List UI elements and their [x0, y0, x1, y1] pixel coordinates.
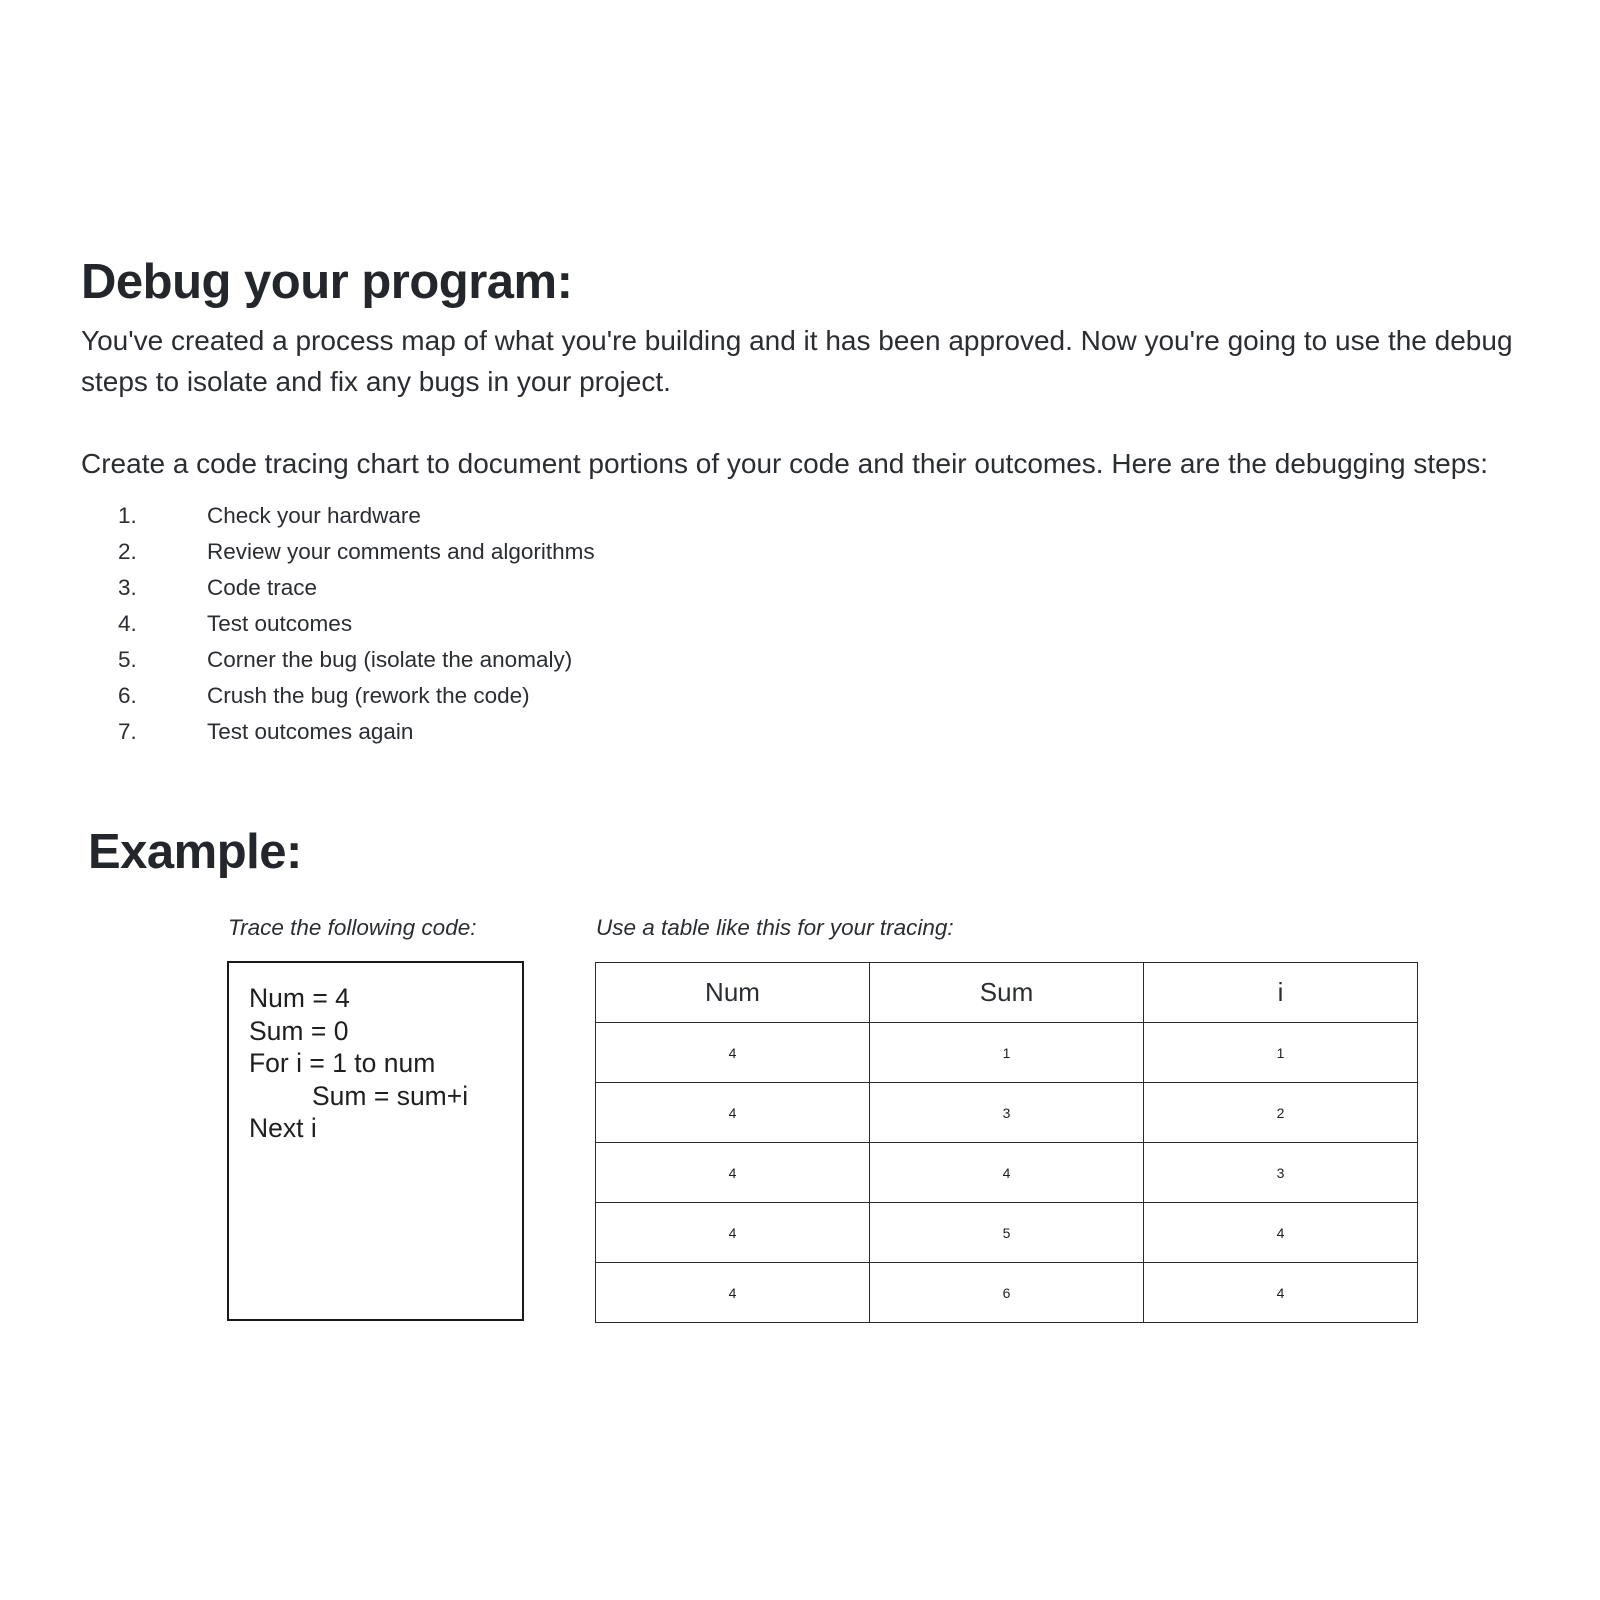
step-number: 2.	[118, 539, 137, 564]
code-line: Sum = sum+i	[312, 1080, 469, 1111]
step-text: Test outcomes again	[207, 719, 414, 744]
code-line: Next i	[249, 1113, 317, 1143]
example-title: Example:	[88, 825, 302, 879]
step-text: Crush the bug (rework the code)	[207, 683, 530, 708]
table-row	[596, 1023, 1418, 1083]
table-cell: 6	[870, 1263, 1144, 1323]
table-header-row	[596, 963, 1418, 1023]
step-text: Corner the bug (isolate the anomaly)	[207, 647, 573, 672]
code-caption: Trace the following code:	[228, 915, 477, 940]
column-header-sum: Sum	[870, 963, 1144, 1023]
step-text: Test outcomes	[207, 611, 353, 636]
table-cell: 4	[1144, 1263, 1418, 1323]
table-cell: 4	[596, 1023, 870, 1083]
step-text: Review your comments and algorithms	[207, 539, 595, 564]
instructions-paragraph: Create a code tracing chart to document portions of your code and their outcomes. Here are the debugging steps:	[81, 448, 1489, 479]
table-cell: 3	[1144, 1143, 1418, 1203]
column-header-i: i	[1144, 963, 1418, 1023]
step-text: Code trace	[207, 575, 318, 600]
step-number: 7.	[118, 719, 137, 744]
column-header-num: Num	[596, 963, 870, 1023]
step-number: 6.	[118, 683, 137, 708]
code-line: Num = 4	[249, 983, 350, 1013]
step-number: 4.	[118, 611, 137, 636]
step-number: 5.	[118, 647, 137, 672]
table-cell: 4	[596, 1263, 870, 1323]
table-row	[596, 1083, 1418, 1143]
table-row	[596, 1263, 1418, 1323]
step-text: Check your hardware	[207, 503, 421, 528]
table-cell: 4	[1144, 1203, 1418, 1263]
code-box	[227, 961, 524, 1321]
step-number: 3.	[118, 575, 137, 600]
trace-table	[595, 962, 1418, 1323]
table-caption: Use a table like this for your tracing:	[596, 915, 954, 940]
table-cell: 5	[870, 1203, 1144, 1263]
table-cell: 3	[870, 1083, 1144, 1143]
table-cell: 4	[596, 1203, 870, 1263]
table-cell: 4	[596, 1083, 870, 1143]
code-line: For i = 1 to num	[249, 1048, 436, 1078]
table-cell: 1	[870, 1023, 1144, 1083]
table-cell: 2	[1144, 1083, 1418, 1143]
page-title: Debug your program:	[81, 255, 573, 309]
table-cell: 4	[870, 1143, 1144, 1203]
table-cell: 4	[596, 1143, 870, 1203]
step-number: 1.	[118, 503, 137, 528]
table-row	[596, 1143, 1418, 1203]
table-row	[596, 1203, 1418, 1263]
intro-paragraph: You've created a process map of what you're building and it has been approved. Now you're going to use the debug steps to isolate and fix any bugs in your project.	[81, 325, 1513, 397]
code-line: Sum = 0	[249, 1015, 349, 1046]
table-cell: 1	[1144, 1023, 1418, 1083]
